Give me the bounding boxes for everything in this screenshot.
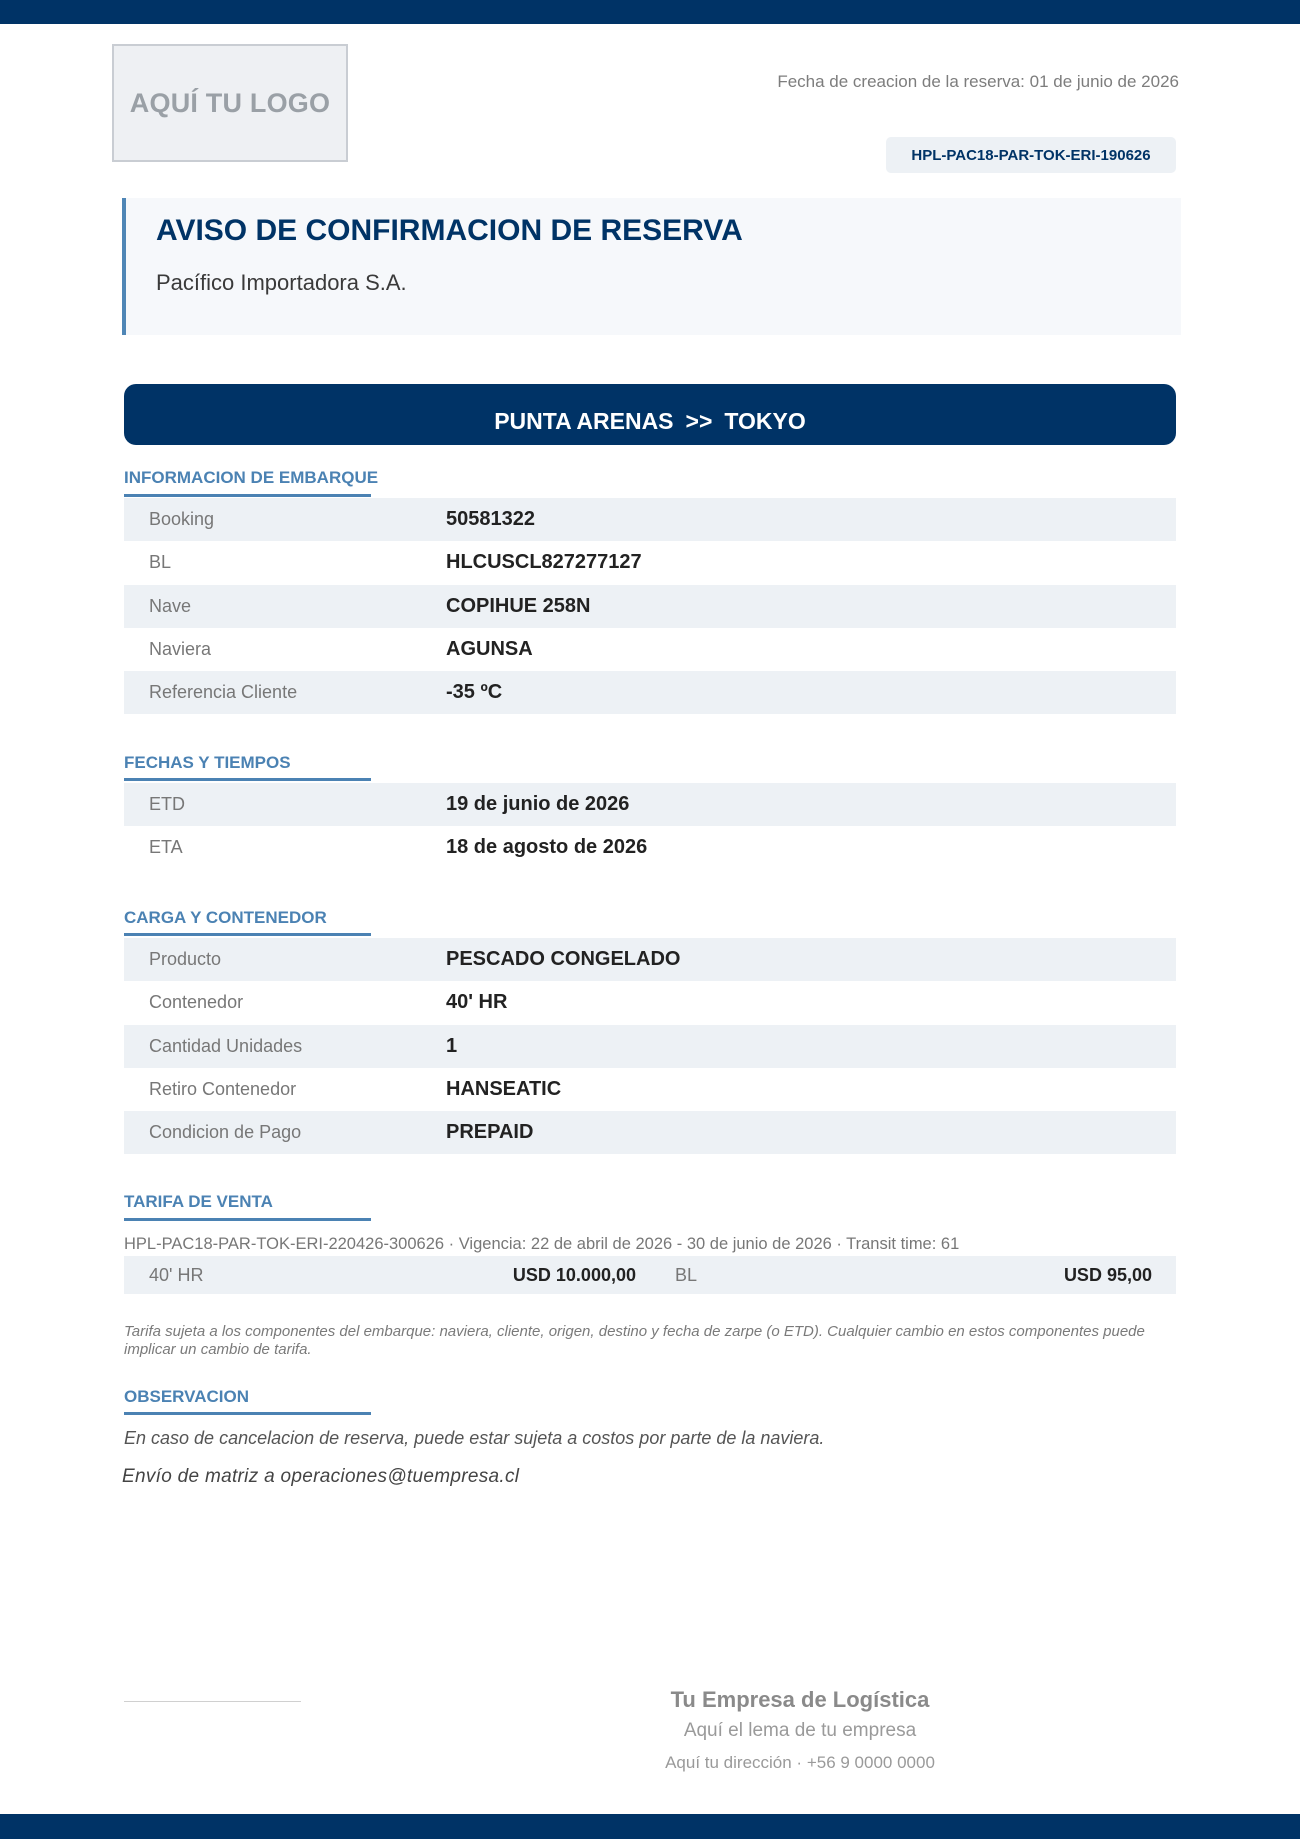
row-label: Booking (149, 509, 215, 530)
tariff-container-price: USD 10.000,00 (512, 1264, 636, 1285)
table-row (124, 783, 1176, 826)
row-label: Naviera (149, 639, 212, 660)
section-title-carga: CARGA Y CONTENEDOR (124, 908, 327, 927)
row-label: Condicion de Pago (149, 1122, 302, 1143)
table-row (124, 1068, 1176, 1111)
route-origin: PUNTA ARENAS (494, 408, 674, 434)
table-row (124, 826, 1176, 869)
route-destination: TOKYO (724, 408, 806, 434)
table-row (124, 1111, 1176, 1154)
table-row (124, 1025, 1176, 1068)
row-label: Referencia Cliente (149, 682, 298, 703)
table-row (124, 541, 1176, 584)
route-separator: >> (685, 408, 713, 434)
row-value: 1 (446, 1034, 458, 1057)
footer-address: Aquí tu dirección · +56 9 0000 0000 (665, 1753, 935, 1772)
row-label: BL (149, 552, 172, 573)
section-rule (124, 1412, 371, 1415)
row-value: HLCUSCL827277127 (446, 551, 642, 574)
row-value: HANSEATIC (446, 1078, 562, 1101)
bottom-bar (0, 1814, 1300, 1839)
tariff-note: Tarifa sujeta a los componentes del embarque: naviera, cliente, origen, destino y fecha de zarpe (o ETD). Cualquier cambio en estos componentes puede implicar un cambio de tarifa. (124, 1323, 1145, 1358)
row-label: Contenedor (149, 992, 244, 1013)
row-value: 19 de junio de 2026 (446, 793, 630, 816)
route-banner (124, 384, 1176, 445)
row-value: COPIHUE 258N (446, 594, 591, 617)
carga-table (124, 938, 1176, 1154)
creation-date: Fecha de creacion de la reserva: 01 de junio de 2026 (777, 72, 1179, 91)
document-title: AVISO DE CONFIRMACION DE RESERVA (156, 214, 743, 247)
tariff-bl-label: BL (675, 1264, 698, 1285)
row-value: PESCADO CONGELADO (446, 948, 681, 971)
embarque-table (124, 498, 1176, 714)
section-rule (124, 1218, 371, 1221)
tariff-info: HPL-PAC18-PAR-TOK-ERI-220426-300626 · Vigencia: 22 de abril de 2026 - 30 de junio de 2026 · Transit time: 61 (124, 1235, 960, 1253)
section-rule (124, 778, 371, 781)
row-value: -35 ºC (446, 681, 503, 704)
row-label: ETD (149, 794, 185, 815)
row-value: PREPAID (446, 1121, 534, 1144)
table-row (124, 671, 1176, 714)
section-title-observacion: OBSERVACION (124, 1387, 250, 1406)
table-row (124, 628, 1176, 671)
observation-text: En caso de cancelacion de reserva, puede estar sujeta a costos por parte de la naviera. (124, 1428, 825, 1448)
logo-placeholder: AQUÍ TU LOGO (112, 44, 348, 162)
footer-slogan: Aquí el lema de tu empresa (683, 1720, 917, 1741)
client-company: Pacífico Importadora S.A. (156, 270, 407, 295)
section-title-tarifa: TARIFA DE VENTA (124, 1192, 273, 1211)
reference-badge: HPL-PAC18-PAR-TOK-ERI-190626 (886, 137, 1176, 173)
section-title-embarque: INFORMACION DE EMBARQUE (124, 468, 379, 487)
row-value: AGUNSA (446, 638, 533, 661)
fechas-table (124, 783, 1176, 870)
row-value: 50581322 (446, 508, 535, 531)
tariff-container-label: 40' HR (149, 1264, 204, 1285)
row-label: Cantidad Unidades (149, 1035, 303, 1056)
table-row (124, 938, 1176, 981)
row-label: ETA (149, 837, 183, 858)
title-box (122, 198, 1181, 335)
row-value: 40' HR (446, 991, 508, 1014)
tariff-bl-price: USD 95,00 (1063, 1264, 1152, 1285)
row-value: 18 de agosto de 2026 (446, 836, 648, 859)
row-label: Producto (149, 949, 222, 970)
signature-line (124, 1701, 301, 1702)
table-row (124, 585, 1176, 628)
footer-company: Tu Empresa de Logística (670, 1687, 930, 1712)
section-rule (124, 494, 371, 497)
section-rule (124, 933, 371, 936)
row-label: Nave (149, 595, 192, 616)
top-bar (0, 0, 1300, 24)
section-title-fechas: FECHAS Y TIEMPOS (124, 753, 291, 772)
table-row (124, 498, 1176, 541)
tariff-row (124, 1256, 1176, 1294)
observation-extra: Envío de matriz a operaciones@tuempresa.cl (122, 1466, 520, 1487)
row-label: Retiro Contenedor (149, 1079, 297, 1100)
table-row (124, 981, 1176, 1024)
